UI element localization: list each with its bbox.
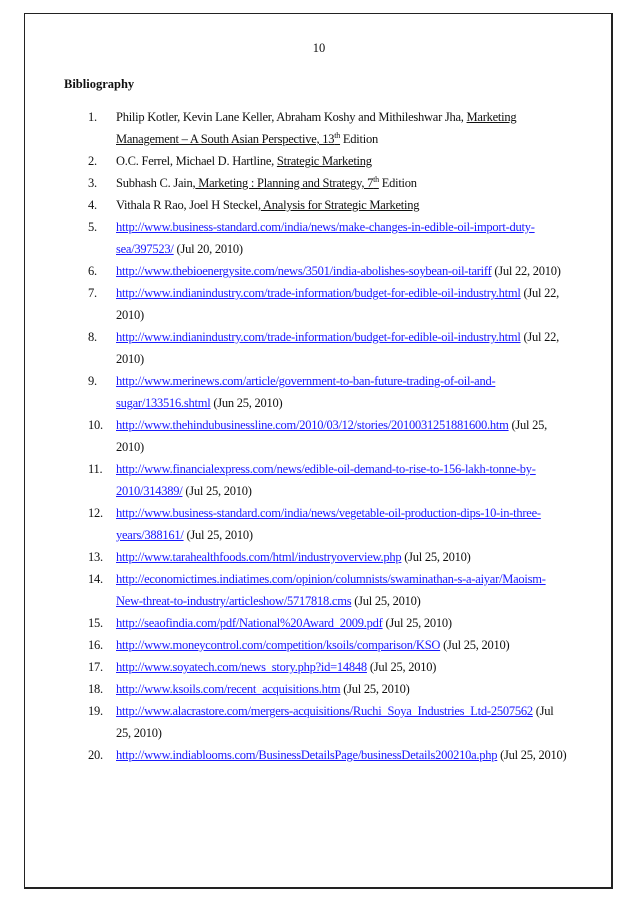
entry-date: (Jul 25, 2010) <box>440 638 510 652</box>
entry-number: 10. <box>88 418 103 432</box>
bib-entry <box>88 634 568 656</box>
entry-number: 17. <box>88 660 103 674</box>
bib-entry <box>88 326 568 370</box>
entry-number: 6. <box>88 264 97 278</box>
bib-entry <box>88 656 568 678</box>
entry-number: 16. <box>88 638 103 652</box>
bib-entry <box>88 546 568 568</box>
entry-date: (Jul 25, 2010) <box>340 682 410 696</box>
entry-date: (Jul 25, 2010) <box>351 594 421 608</box>
entry-number: 9. <box>88 374 97 388</box>
entry-date: (Jun 25, 2010) <box>210 396 283 410</box>
bibliography-heading: Bibliography <box>64 77 135 91</box>
bib-entry <box>88 678 568 700</box>
bib-entry <box>88 370 568 414</box>
entry-date: (Jul 25, 2010) <box>116 418 547 454</box>
entry-number: 5. <box>88 220 97 234</box>
entry-link[interactable]: http://www.ksoils.com/recent_acquisitions.htm <box>116 682 341 696</box>
entry-title-tail: Edition <box>340 132 378 146</box>
bib-entry <box>88 260 568 282</box>
entry-date: (Jul 22, 2010) <box>116 330 559 366</box>
entry-date: (Jul 25, 2010) <box>401 550 471 564</box>
bib-entry <box>88 194 568 216</box>
entry-date: (Jul 25, 2010) <box>183 528 253 542</box>
entry-date: (Jul 25, 2010) <box>182 484 252 498</box>
entry-number: 1. <box>88 110 97 124</box>
entry-number: 3. <box>88 176 97 190</box>
entry-title-superscript: th <box>334 130 341 140</box>
entry-number: 2. <box>88 154 97 168</box>
entry-title <box>195 176 379 190</box>
entry-number: 14. <box>88 572 103 586</box>
entry-link[interactable]: http://www.indianindustry.com/trade-information/budget-for-edible-oil-industry.html <box>116 286 521 300</box>
entry-date: (Jul 22, 2010) <box>491 264 561 278</box>
entry-link[interactable]: http://www.alacrastore.com/mergers-acquisitions/Ruchi_Soya_Industries_Ltd-2507562 <box>116 704 533 718</box>
entry-title: Strategic Marketing <box>276 154 372 168</box>
entry-title-tail: Edition <box>378 176 417 190</box>
bib-entry <box>88 106 568 150</box>
entry-link[interactable]: http://economictimes.indiatimes.com/opinion/columnists/swaminathan-s-a-aiyar/Maoism-New-threat-to-industry/articleshow/5717818.cms <box>116 572 546 608</box>
entry-authors: Subhash C. Jain, <box>116 176 196 190</box>
entry-link[interactable]: http://www.business-standard.com/india/news/vegetable-oil-production-dips-10-in-three-years/388161/ <box>116 506 541 542</box>
entry-link[interactable]: http://www.soyatech.com/news_story.php?id=14848 <box>116 660 367 674</box>
bib-entry <box>88 568 568 612</box>
entry-authors: Vithala R Rao, Joel H Steckel, <box>116 198 261 212</box>
entry-number: 11. <box>88 462 103 476</box>
bib-entry <box>88 744 568 766</box>
entry-title: Analysis for Strategic Marketing <box>260 198 420 212</box>
bib-entry <box>88 700 568 744</box>
entry-number: 13. <box>88 550 103 564</box>
entry-link[interactable]: http://www.financialexpress.com/news/edible-oil-demand-to-rise-to-156-lakh-tonne-by-2010/314389/ <box>116 462 536 498</box>
entry-date: (Jul 25, 2010) <box>497 748 567 762</box>
entry-link[interactable]: http://www.tarahealthfoods.com/html/industryoverview.php <box>116 550 402 564</box>
bib-entry <box>88 612 568 634</box>
entry-number: 8. <box>88 330 97 344</box>
bib-entry <box>88 172 568 194</box>
entry-title-text: Marketing : Planning and Strategy, 7 <box>195 176 374 190</box>
entry-date: (Jul 25, 2010) <box>116 704 554 740</box>
entry-link[interactable]: http://www.indiablooms.com/BusinessDetailsPage/businessDetails200210a.php <box>116 748 498 762</box>
entry-link[interactable]: http://www.moneycontrol.com/competition/ksoils/comparison/KSO <box>116 638 441 652</box>
bib-entry <box>88 216 568 260</box>
entry-link[interactable]: http://www.thebioenergysite.com/news/3501/india-abolishes-soybean-oil-tariff <box>116 264 492 278</box>
entry-authors: O.C. Ferrel, Michael D. Hartline, <box>116 154 277 168</box>
entry-number: 4. <box>88 198 97 212</box>
entry-date: (Jul 20, 2010) <box>173 242 243 256</box>
bib-entry <box>88 502 568 546</box>
entry-link[interactable]: http://www.thehindubusinessline.com/2010/03/12/stories/2010031251881600.htm <box>116 418 509 432</box>
bib-entry <box>88 150 568 172</box>
entry-title-superscript: th <box>373 174 379 184</box>
bibliography-list <box>88 106 568 766</box>
entry-link[interactable]: http://www.merinews.com/article/government-to-ban-future-trading-of-oil-and-sugar/133516.shtml <box>116 374 496 410</box>
entry-number: 15. <box>88 616 103 630</box>
entry-link[interactable]: http://www.business-standard.com/india/news/make-changes-in-edible-oil-import-duty-sea/397523/ <box>116 220 535 256</box>
entry-link[interactable]: http://seaofindia.com/pdf/National%20Award_2009.pdf <box>116 616 383 630</box>
bib-entry <box>88 414 568 458</box>
bib-entry <box>88 282 568 326</box>
entry-number: 12. <box>88 506 103 520</box>
page-number: 10 <box>312 41 326 55</box>
entry-date: (Jul 25, 2010) <box>382 616 452 630</box>
entry-number: 19. <box>88 704 103 718</box>
entry-title-text: Marketing Management – A South Asian Perspective, 13 <box>116 110 517 146</box>
entry-authors: Philip Kotler, Kevin Lane Keller, Abraham Koshy and Mithileshwar Jha, <box>116 110 467 124</box>
entry-date: (Jul 22, 2010) <box>116 286 559 322</box>
entry-link[interactable]: http://www.indianindustry.com/trade-information/budget-for-edible-oil-industry.html <box>116 330 521 344</box>
entry-number: 7. <box>88 286 97 300</box>
bib-entry <box>88 458 568 502</box>
entry-number: 18. <box>88 682 103 696</box>
entry-date: (Jul 25, 2010) <box>366 660 437 674</box>
entry-number: 20. <box>88 748 103 762</box>
